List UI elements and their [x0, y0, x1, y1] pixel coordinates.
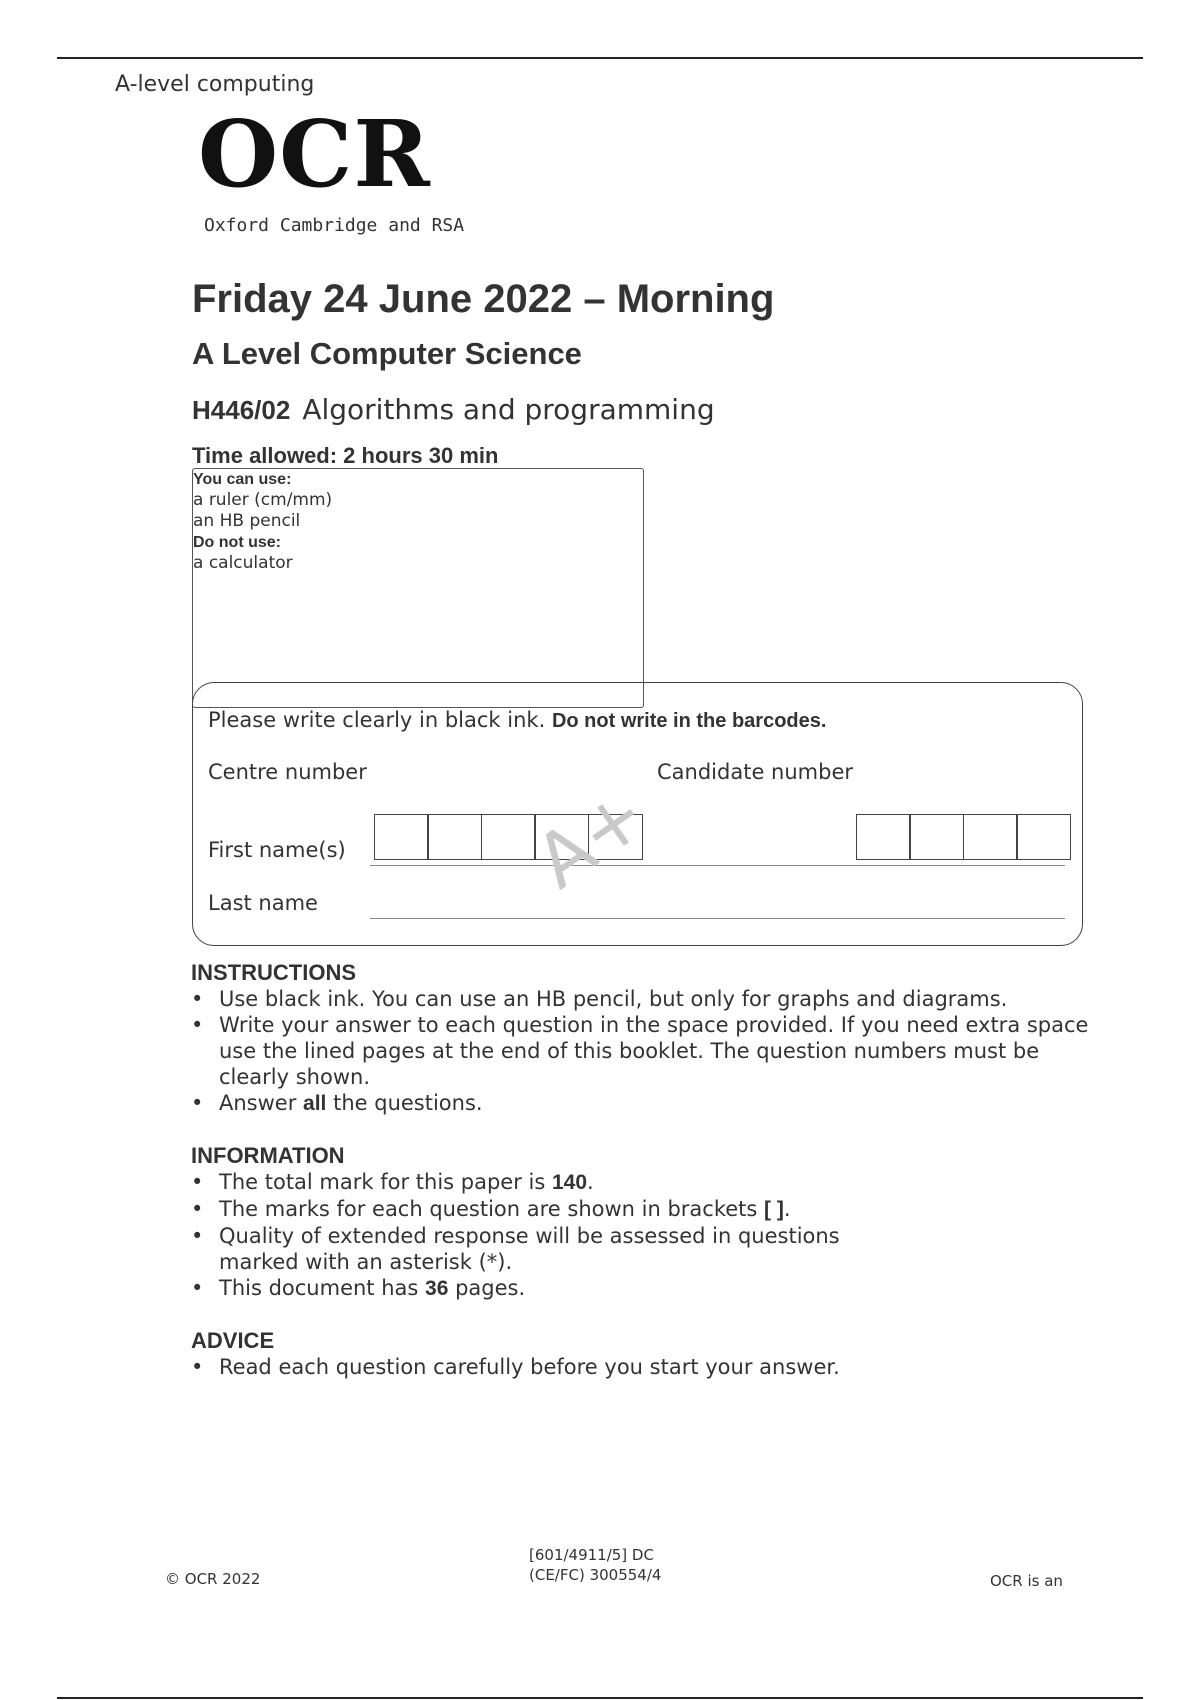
list-item: • Read each question carefully before you start your answer. — [191, 1354, 1091, 1380]
last-name-line[interactable] — [370, 918, 1065, 919]
centre-digit-box[interactable] — [427, 814, 482, 860]
list-item: • This document has 36 pages. — [191, 1275, 911, 1302]
footer-copyright: © OCR 2022 — [165, 1570, 261, 1588]
list-item: • The marks for each question are shown in brackets [ ]. — [191, 1196, 911, 1223]
candidate-digit-box[interactable] — [963, 814, 1018, 860]
footer-ref-line: (CE/FC) 300554/4 — [529, 1566, 662, 1584]
list-item: • The total mark for this paper is 140. — [191, 1169, 911, 1196]
information-list — [191, 1169, 911, 1302]
last-name-label: Last name — [208, 891, 318, 915]
paper-title: Algorithms and programming — [302, 393, 715, 426]
list-item: • Write your answer to each question in the space provided. If you need extra space use the lined pages at the end of this booklet. The question numbers must be clearly shown. — [191, 1012, 1091, 1090]
top-rule — [57, 57, 1143, 59]
write-clearly-note — [208, 708, 826, 733]
grade-watermark: A+ — [520, 770, 663, 906]
can-use-item: an HB pencil — [193, 511, 301, 531]
logo-subtitle: Oxford Cambridge and RSA — [204, 215, 465, 236]
advice-title: ADVICE — [191, 1328, 275, 1353]
instructions-list — [191, 986, 1091, 1117]
paper-code: H446/02 — [192, 395, 291, 425]
centre-number-label: Centre number — [208, 760, 367, 784]
can-use-item: a ruler (cm/mm) — [193, 490, 333, 510]
exam-subject: A Level Computer Science — [192, 336, 582, 371]
candidate-number-boxes — [857, 814, 1071, 860]
header-label: A-level computing — [115, 72, 315, 97]
time-allowed: Time allowed: 2 hours 30 min — [192, 443, 499, 468]
bottom-rule — [57, 1697, 1143, 1699]
can-use-label: You can use: — [193, 471, 292, 488]
footer-right: OCR is an — [990, 1572, 1063, 1590]
list-item: • Answer all the questions. — [191, 1090, 1091, 1117]
ocr-logo: OCR — [198, 100, 431, 208]
first-name-line[interactable] — [370, 865, 1065, 866]
first-name-label: First name(s) — [208, 838, 346, 862]
exam-date: Friday 24 June 2022 – Morning — [192, 277, 775, 321]
list-item: • Quality of extended response will be assessed in questions marked with an asterisk (*). — [191, 1223, 911, 1275]
instructions-title: INSTRUCTIONS — [191, 960, 356, 985]
information-title: INFORMATION — [191, 1143, 345, 1168]
cannot-use-label: Do not use: — [193, 534, 281, 551]
list-item: • Use black ink. You can use an HB pencil, but only for graphs and diagrams. — [191, 986, 1091, 1012]
advice-list — [191, 1354, 1091, 1380]
candidate-digit-box[interactable] — [1016, 814, 1071, 860]
candidate-number-label: Candidate number — [657, 760, 853, 784]
equipment-box — [192, 468, 644, 708]
footer-reference — [529, 1545, 661, 1585]
write-note-text: Please write clearly in black ink. — [208, 708, 546, 732]
cannot-use-item: a calculator — [193, 553, 293, 573]
candidate-digit-box[interactable] — [856, 814, 911, 860]
footer-ref-line: [601/4911/5] DC — [529, 1546, 654, 1564]
write-note-bold: Do not write in the barcodes. — [551, 710, 827, 732]
centre-digit-box[interactable] — [374, 814, 429, 860]
candidate-digit-box[interactable] — [909, 814, 964, 860]
paper-code-line — [192, 393, 715, 426]
